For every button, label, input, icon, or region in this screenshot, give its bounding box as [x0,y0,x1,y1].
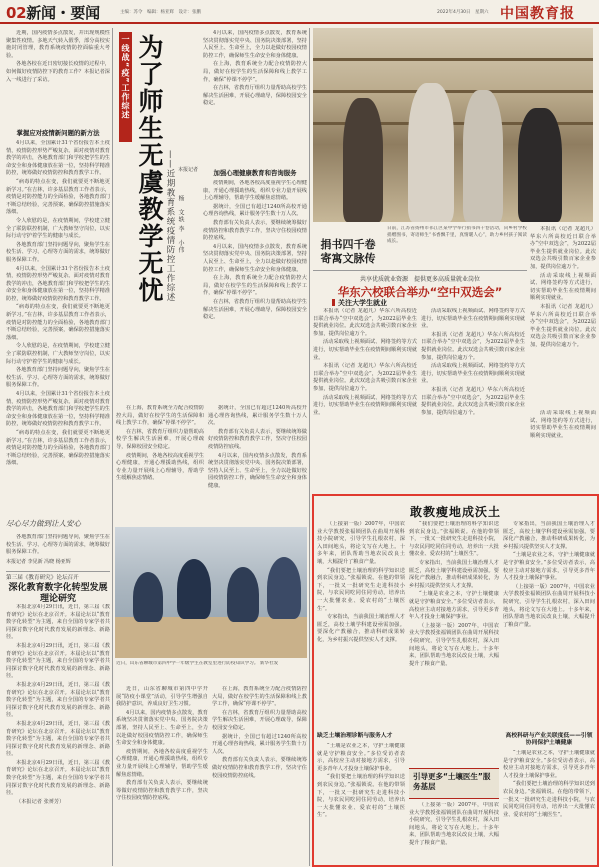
divider [6,571,110,572]
masthead-logo: 中国教育报 [500,6,575,22]
right-edge-text-2: 活动采取线上视频面试、网络签约等方式进行，切实帮助毕业生在疫情期间顺利实现就业。 [530,410,596,439]
feature-headline: 为了师生无虞教学无忧 [135,34,164,304]
employment-kicker: 共享优质就业资源 提供更多高质量就业岗位 [359,276,480,283]
left-tail: 各地教育部门坚持问题导向，聚焦学生在校生活、学习、心理等方面的需求，统筹做好服务保障工作。 本报记者 李见新 冯晓 杨亚辉 [6,534,110,565]
soil-subhead-2: 高校科研与产业关联度低——引领协同保护土壤健康 [505,733,593,746]
section-name: 新闻・要闻 [26,4,100,22]
feature-byline-names: 杨 文轶 李 小伟 [177,195,184,254]
forum-headline: 深化教育数字化转型发展理论研究 [8,583,108,604]
photo-story-right: 在上海，教育系统全力配合疫情防控大局，做好在校学生的生活保障和线上教学工作，确保“停课不停学”。 在吉林，省教育厅组织力量帮助高校学生解决生活困难，开展心理疏导，保障校园安全稳定。 据统计，全国已有超过1240所高校开通心理咨询热线，累计服务学生数十万人次。 教育部有关负责人表示，要继续统筹做好疫情防控和教育教学工作，坚决守住校园疫情防控底线。 [212,686,307,779]
employment-body-right: 活动采取线上视频面试、网络签约等方式进行，切实帮助毕业生在疫情期间顺利实现就业。 本报讯（记者 龙超凡）华东六所高校近日联合举办“空中双选会”，为2022届毕业生提供就业岗位。此次双选会共吸引数百家企业参加，提供岗位逾万个。 活动采取线上视频面试、网络签约等方式进行，切实帮助毕业生在疫情期间顺利实现就业。 本报讯（记者 龙超凡）华东六所高校近日联合举办“空中双选会”，为2022届毕业生提供就业岗位。此次双选会共吸引数百家企业参加，提供岗位逾万个。 [421,308,525,416]
feature-body-bottom: 据统计，全国已有超过1240所高校开通心理咨询热线，累计服务学生数十万人次。 教育部有关负责人表示，要继续统筹做好疫情防控和教育教学工作，坚决守住校园疫情防控底线。 4月以来，国内疫情多点散发，教育系统坚决贯彻落实党中央、国务院决策部署，坚持人民至上、生命至上，全力以赴做好校园疫情防控工作，确保师生生命安全和身体健康。 [208,405,307,489]
forum-kicker: 第三届《教育研究》论坛召开 [6,575,79,581]
employment-body-left: 本报讯（记者 龙超凡）华东六所高校近日联合举办“空中双选会”，为2022届毕业生提供就业岗位。此次双选会共吸引数百家企业参加，提供岗位逾万个。 活动采取线上视频面试、网络签约等方式进行，切实帮助毕业生在疫情期间顺利实现就业。 本报讯（记者 龙超凡）华东六所高校近日联合举办“空中双选会”，为2022届毕业生提供就业岗位。此次双选会共吸引数百家企业参加，提供岗位逾万个。 活动采取线上视频面试、网络签约等方式进行，切实帮助毕业生在疫情期间顺利实现就业。 [313,308,417,416]
feature-byline-label: 本报记者 [178,167,199,173]
feature-body-top: 4月以来，国内疫情多点散发，教育系统坚决贯彻落实党中央、国务院决策部署，坚持人民至上、生命至上，全力以赴做好校园疫情防控工作，确保师生生命安全和身体健康。 在上海，教育系统全力配合疫情防控大局，做好在校学生的生活保障和线上教学工作，确保“停课不停学”。 在吉林，省教育厅组织力量帮助高校学生解决生活困难，开展心理疏导，保障校园安全稳定。 [203,30,307,107]
book-donation-caption: 日前，江苏省扬州市邗江区某中学举行捐书四千卷活动，向乡村学校捐赠图书，寄语师生“书香飘千里，真情暖人心”，助力乡村孩子阅读成长。 [387,226,527,245]
soil-col-3-bottom: “土壤是农业之本，守护土壤健康就是守护粮食安全。”多位受访者表示，高校应主动对接地方需求，引导更多青年人才投身土壤保护事业。 “我们要把土壤治理的科学知识送到农民身边。”张福锁说。在他的带领下，一批又一批研究生走进科技小院，与农民同吃同住同劳动，培养出一大批懂农业、爱农村的“土壤医生”。 [503,750,595,818]
soil-col-1: （上接第一版）2007年，中国农业大学教授张福锁团队在曲周开展科技小院研究，引导学生扎根农村，深入田间地头，将论文写在大地上。十多年来，团队帮助当地农民改良土壤，大幅提升了粮食产量。 “我们要把土壤治理的科学知识送到农民身边。”张福锁说。在他的带领下，一批又一批研究生走进科技小院，与农民同吃同住同劳动，培养出一大批懂农业、爱农村的“土壤医生”。 专家指出，当前我国土壤治理人才匮乏，高校土壤学科建设亟需加强。要深化产教融合，推动科研成果转化，为乡村振兴提供坚实人才支撑。 [317,521,405,643]
soil-col-1-bottom: “土壤是农业之本，守护土壤健康就是守护粮食安全。”多位受访者表示，高校应主动对接地方需求，引导更多青年人才投身土壤保护事业。 “我们要把土壤治理的科学知识送到农民身边。”张福锁说。在他的带领下，一批又一批研究生走进科技小院，与农民同吃同住同劳动，培养出一大批懂农业、爱农村的“土壤医生”。 [317,743,405,819]
left-quote: 尽心尽力做到让人安心 [6,519,81,528]
divider [313,270,527,271]
soil-pull-quote: 引导更多“土壤医生”服务基层 [409,768,499,799]
feature-body-left: 在上海，教育系统全力配合疫情防控大局，做好在校学生的生活保障和线上教学工作，确保“停课不停学”。 在吉林，省教育厅组织力量帮助高校学生解决生活困难，开展心理疏导，保障校园安全稳定。 疫情期间，各地各校高度重视学生心理健康，开通心理援助热线，组织专业力量开展线上心理辅导，帮助学生缓解焦虑情绪。 [116,405,204,482]
column-divider [309,28,310,866]
photo-story-left: 近日，山东省聊城市第四中学开展“防疫小课堂”活动，引导学生增强自我防护意识，养成良好卫生习惯。 4月以来，国内疫情多点散发，教育系统坚决贯彻落实党中央、国务院决策部署，坚持人民至上、生命至上，全力以赴做好校园疫情防控工作，确保师生生命安全和身体健康。 疫情期间，各地各校高度重视学生心理健康，开通心理援助热线，组织专业力量开展线上心理辅导，帮助学生缓解焦虑情绪。 教育部有关负责人表示，要继续统筹做好疫情防控和教育教学工作，坚决守住校园疫情防控底线。 [116,686,208,802]
soil-col-3: 专家指出，当前我国土壤治理人才匮乏，高校土壤学科建设亟需加强。要深化产教融合，推动科研成果转化，为乡村振兴提供坚实人才支撑。 “土壤是农业之本，守护土壤健康就是守护粮食安全。”多位受访者表示，高校应主动对接地方需求，引导更多青年人才投身土壤保护事业。 （上接第一版）2007年，中国农业大学教授张福锁团队在曲周开展科技小院研究，引导学生扎根农村，深入田间地头，将论文写在大地上。十多年来，团队帮助当地农民改良土壤，大幅提升了粮食产量。 [503,521,595,628]
feature-tag: 一线战“疫”工作综述 [119,32,132,142]
soil-article-headline: 敢教瘦地成沃土 [409,505,501,519]
page-number: 02 [6,4,27,22]
left-body: 4月以来，全国累计31个省份报告本土疫情，疫情防控形势严峻复杂。面对疫情对教育教学的冲击，各地教育部门和学校把学生的生命安全和身体健康放在第一位，坚持科学精准防控，统筹做好疫情防控和教育教学工作。 “病毒的特点在变，我们就要更不断地更新学习。”在吉林，许多基层教育工作者表示，疫情是对防控能力的全面检验，各地教育部门不断总结经验，完善预案，确保防控措施落实落细。 令人欣慰的是，在疫情期间，学校建立健全了联防联控机制，广大教师坚守岗位，以实际行动守护着学生的健康与成长。 各地教育部门坚持问题导向，聚焦学生在校生活、学习、心理等方面的需求，统筹做好服务保障工作。 4月以来，全国累计31个省份报告本土疫情，疫情防控形势严峻复杂。面对疫情对教育教学的冲击，各地教育部门和学校把学生的生命安全和身体健康放在第一位，坚持科学精准防控，统筹做好疫情防控和教育教学工作。 “病毒的特点在变，我们就要更不断地更新学习。”在吉林，许多基层教育工作者表示，疫情是对防控能力的全面检验，各地教育部门不断总结经验，完善预案，确保防控措施落实落细。 令人欣慰的是，在疫情期间，学校建立健全了联防联控机制，广大教师坚守岗位，以实际行动守护着学生的健康与成长。 各地教育部门坚持问题导向，聚焦学生在校生活、学习、心理等方面的需求，统筹做好服务保障工作。 4月以来，全国累计31个省份报告本土疫情，疫情防控形势严峻复杂。面对疫情对教育教学的冲击，各地教育部门和学校把学生的生命安全和身体健康放在第一位，坚持科学精准防控，统筹做好疫情防控和教育教学工作。 “病毒的特点在变，我们就要更不断地更新学习。”在吉林，许多基层教育工作者表示，疫情是对防控能力的全面检验，各地教育部门不断总结经验，完善预案，确保防控措施落实落细。 [6,140,110,467]
classroom-caption: 近日，山东省聊城市第四中学一年级学生在教室里进行防疫知识学习。 新华社发 [116,661,279,666]
column-divider [112,28,113,866]
forum-body: 本报北京4月29日讯，近日，第三届《教育研究》论坛在北京召开。本届论坛以“教育数字化转型”为主题，来自全国的专家学者共同探讨数字化时代教育发展的新理念、新路径。 本报北京4月29日讯，近日，第三届《教育研究》论坛在北京召开。本届论坛以“教育数字化转型”为主题，来自全国的专家学者共同探讨数字化时代教育发展的新理念、新路径。 本报北京4月29日讯，近日，第三届《教育研究》论坛在北京召开。本届论坛以“教育数字化转型”为主题，来自全国的专家学者共同探讨数字化时代教育发展的新理念、新路径。 本报北京4月29日讯，近日，第三届《教育研究》论坛在北京召开。本届论坛以“教育数字化转型”为主题，来自全国的专家学者共同探讨数字化时代教育发展的新理念、新路径。 本报北京4月29日讯，近日，第三届《教育研究》论坛在北京召开。本届论坛以“教育数字化转型”为主题，来自全国的专家学者共同探讨数字化时代教育发展的新理念、新路径。 （本报记者 张赟芳） [6,604,110,805]
page-header [0,0,599,24]
right-edge-text: 本报讯（记者 龙超凡）华东六所高校近日联合举办“空中双选会”，为2022届毕业生提供就业岗位。此次双选会共吸引数百家企业参加，提供岗位逾万个。 活动采取线上视频面试、网络签约等方式进行，切实帮助毕业生在疫情期间顺利实现就业。 本报讯（记者 龙超凡）华东六所高校近日联合举办“空中双选会”，为2022届毕业生提供就业岗位。此次双选会共吸引数百家企业参加，提供岗位逾万个。 [530,226,596,348]
left-byline: 本报记者 李见新 冯晓 杨亚辉 [6,558,71,565]
left-subhead: 掌握应对疫情新问题的新方法 [16,129,100,137]
left-intro: 近期，国内疫情多点散发，并出现规模性聚集性疫情。多地天气转入假季，部分高校实施封闭管理，教育系统疫情防控面临重大考验。 各地各校在近日密切接长疫情的过程中，如何做好疫情防控下的教育工作？本报记者深入一线进行了采访。 [6,30,110,83]
issue-date: 2022年4月30日 星期六 [437,10,489,15]
classroom-photo [115,527,307,658]
feature-body-right: 疫情期间，各地各校高度重视学生心理健康，开通心理援助热线，组织专业力量开展线上心理辅导，帮助学生缓解焦虑情绪。 据统计，全国已有超过1240所高校开通心理咨询热线，累计服务学生数十万人次。 教育部有关负责人表示，要继续统筹做好疫情防控和教育教学工作，坚决守住校园疫情防控底线。 4月以来，国内疫情多点散发，教育系统坚决贯彻落实党中央、国务院决策部署，坚持人民至上、生命至上，全力以赴做好校园疫情防控工作，确保师生生命安全和身体健康。 在上海，教育系统全力配合疫情防控大局，做好在校学生的生活保障和线上教学工作，确保“停课不停学”。 在吉林，省教育厅组织力量帮助高校学生解决生活困难，开展心理疏导，保障校园安全稳定。 [203,180,307,321]
employment-headline: 华东六校联合举办“空中双选会” [337,285,503,299]
section-title [6,2,100,23]
employment-label: 关注大学生就业 [332,298,387,308]
library-photo [313,28,593,222]
book-donation-headline: 捐书四千卷 寄寓文脉传 [320,238,387,265]
feature-subhead: ——近期教育系统疫情防控工作综述 [165,150,175,302]
soil-col-2-bottom: （上接第一版）2007年，中国农业大学教授张福锁团队在曲周开展科技小院研究，引导学生扎根农村，深入田间地头，将论文写在大地上。十多年来，团队帮助当地农民改良土壤，大幅提升了粮食产量。 [409,802,499,846]
feature-subhead2: 加强心理健康教育和咨询服务 [213,169,297,177]
soil-col-2: “我们要把土壤治理的科学知识送到农民身边。”张福锁说。在他的带领下，一批又一批研究生走进科技小院，与农民同吃同住同劳动，培养出一大批懂农业、爱农村的“土壤医生”。 专家指出，当前我国土壤治理人才匮乏，高校土壤学科建设亟需加强。要深化产教融合，推动科研成果转化，为乡村振兴提供坚实人才支撑。 “土壤是农业之本，守护土壤健康就是守护粮食安全。”多位受访者表示，高校应主动对接地方需求，引导更多青年人才投身土壤保护事业。 （上接第一版）2007年，中国农业大学教授张福锁团队在曲周开展科技小院研究，引导学生扎根农村，深入田间地头，将论文写在大地上。十多年来，团队帮助当地农民改良土壤，大幅提升了粮食产量。 [409,521,499,667]
soil-subhead-1: 缺乏土壤治理诊断与服务人才 [317,733,393,739]
editor-line: 主编：苏令 编辑：杨亚辉 设计：张鹏 [120,10,201,15]
